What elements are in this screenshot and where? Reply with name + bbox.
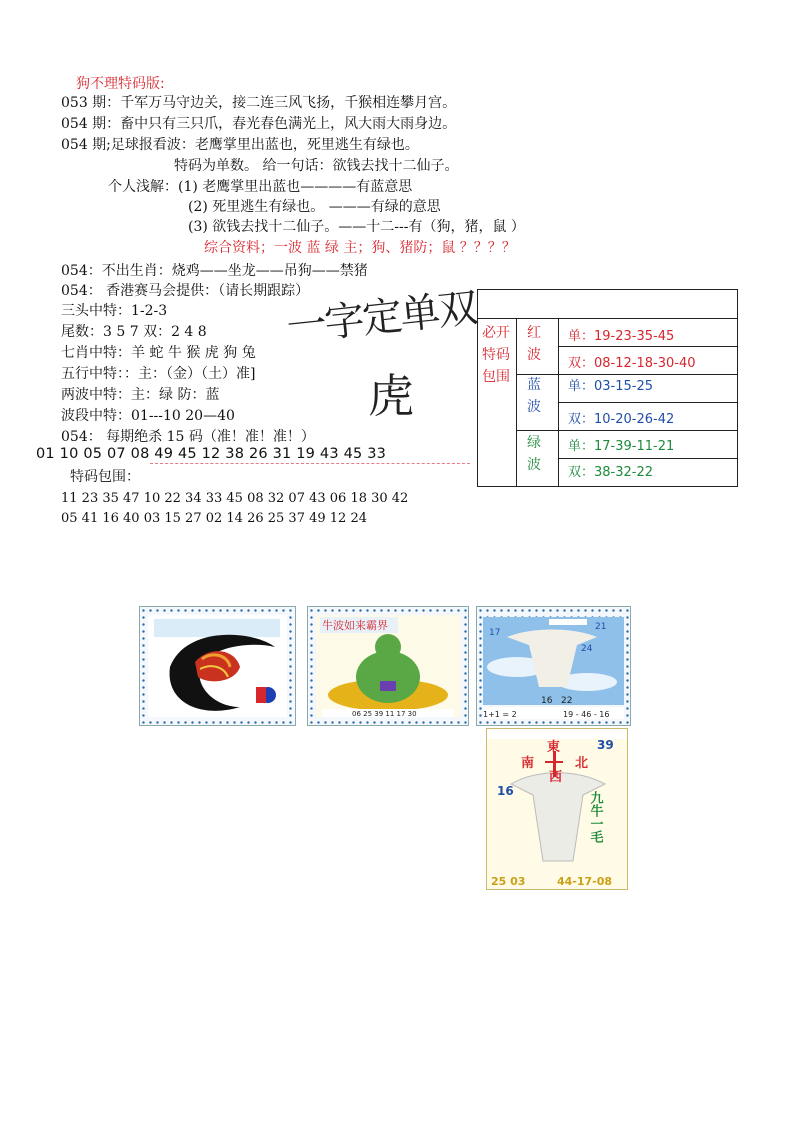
img3-bottom-number-2: 22 (561, 696, 573, 706)
red-odd-values: 19-23-35-45 (594, 329, 675, 344)
img4-north: 北 (575, 756, 589, 771)
text-line-five-elements: 五行中特：：主：（金）（土）准] (61, 366, 256, 382)
img4-south: 南 (521, 756, 535, 771)
img2-title: 牛波如来霸界 (322, 619, 388, 632)
text-line-no-zodiac: 054：不出生肖：烧鸡——坐龙——吊狗——禁猪 (61, 263, 368, 279)
page-title: 狗不理特码版: (76, 76, 165, 92)
green-even-values: 38-32-22 (594, 465, 654, 480)
image-buddha (307, 606, 469, 726)
text-line-054-b: 054 期;足球报看波：老鹰掌里出蓝也，死里逃生有绿也。 (61, 137, 419, 153)
img3-bottom-number-1: 16 (541, 696, 553, 706)
text-line-054-a: 054 期：畜中只有三只爪，春光春色满光上，风大雨大雨身边。 (61, 116, 457, 132)
red-even-values: 08-12-18-30-40 (594, 356, 696, 371)
text-line-hint: 特码为单数。 给一句话：欲钱去找十二仙子。 (174, 158, 459, 174)
text-line-kill-15: 054： 每期绝杀 15 码（准！准！准！） (61, 429, 315, 445)
big-number-row: 01 10 05 07 08 49 45 12 38 26 31 19 43 45 33 (36, 446, 387, 462)
green-odd-label: 单： (568, 439, 595, 454)
img4-west: 西 (549, 770, 563, 785)
blue-even-values: 10-20-26-42 (594, 412, 675, 427)
red-even-label: 双： (568, 356, 595, 371)
table-side-label: 必开特码包围 (482, 325, 510, 385)
red-odd-label: 单： (568, 329, 595, 344)
blue-odd-label: 单： (568, 379, 595, 394)
blue-even-label: 双： (568, 412, 595, 427)
image-bull-skull-directions (486, 728, 628, 890)
green-odd-values: 17-39-11-21 (594, 439, 675, 454)
img4-side-text: 九牛一毛 (587, 791, 603, 843)
wave-label-red: 红波 (527, 325, 541, 363)
package-row-2: 05 41 16 40 03 15 27 02 14 26 25 37 49 12 24 (61, 511, 367, 526)
img4-east: 東 (547, 740, 561, 755)
img3-numbers: 19 - 46 - 16 (563, 710, 610, 719)
img2-numbers: 06 25 39 11 17 30 (352, 710, 417, 718)
wave-label-blue: 蓝波 (527, 377, 541, 415)
color-wave-table (477, 289, 738, 487)
img4-number-16: 16 (497, 784, 514, 798)
green-even-label: 双： (568, 465, 595, 480)
img3-mid-number: 24 (581, 644, 593, 654)
text-line-seven-zodiac: 七肖中特：羊 蛇 牛 猴 虎 狗 兔 (61, 345, 256, 361)
red-underline (150, 461, 470, 464)
text-line-wave-range: 波段中特：01---10 20—40 (61, 408, 235, 424)
img3-top-number: 21 (595, 622, 607, 632)
text-line-jockey-club: 054： 香港赛马会提供：（请长期跟踪） (61, 283, 310, 299)
calligraphy-line-1: 一字定单双 (284, 285, 479, 351)
img4-bottom-right: 44-17-08 (557, 875, 613, 888)
package-label: 特码包围： (70, 469, 140, 485)
wave-label-green: 绿波 (527, 435, 541, 473)
image-bull-skull-sky (476, 606, 631, 726)
calligraphy-line-2: 虎 (368, 369, 414, 423)
package-row-1: 11 23 35 47 10 22 34 33 45 08 32 07 43 06 18 30 42 (61, 491, 409, 506)
text-line-explain-3: (3) 欲钱去找十二仙子。——十二---有（狗，猪，鼠 ） (188, 219, 525, 235)
text-line-summary: 综合资料；一波 蓝 绿 主；狗、猪防；鼠 ？？？？ (204, 240, 516, 256)
text-line-explain-2: (2) 死里逃生有绿也。 ———有绿的意思 (188, 199, 441, 215)
img4-number-39: 39 (597, 738, 614, 752)
text-line-two-waves: 两波中特：主：绿 防：蓝 (61, 387, 220, 403)
img3-left-number: 17 (489, 628, 501, 638)
blue-odd-values: 03-15-25 (594, 379, 654, 394)
text-line-tail-numbers: 尾数：3 5 7 双：2 4 8 (61, 324, 207, 340)
text-line-053: 053 期：千军万马守边关，接二连三风飞扬，千猴相连攀月宫。 (61, 95, 457, 111)
text-line-explain-1: 个人浅解：(1) 老鹰掌里出蓝也————有蓝意思 (108, 179, 413, 195)
text-line-three-heads: 三头中特：1-2-3 (61, 303, 168, 319)
img3-ratio: 1+1 = 2 (483, 710, 517, 719)
img4-bottom-left: 25 03 (491, 875, 526, 888)
image-swirl (139, 606, 296, 726)
